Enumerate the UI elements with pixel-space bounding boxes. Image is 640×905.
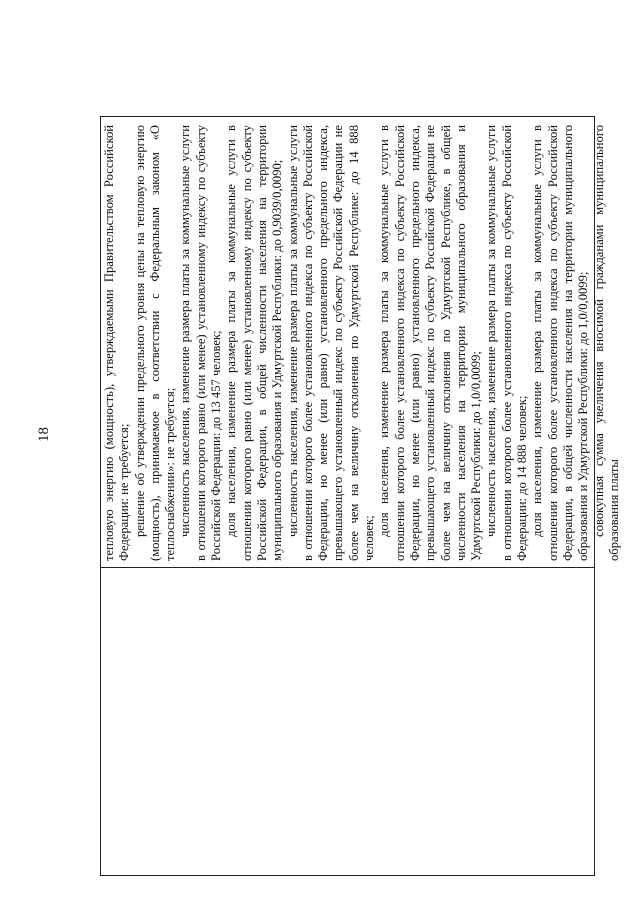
paragraph: доля населения, изменение размера платы за коммунальные услуги в отношении которого более установленного индекса по субъекту Российской Федерации, в общей численности населения на территории муниципального образования и Удмуртской Республики: до 1,0/0,0099; xyxy=(530,125,591,561)
paragraph: численность населения, изменение размера платы за коммунальные услуги в отношении которого более установленного индекса по субъекту Российской Федерации, но менее (или равно) установленного предельного индекса, превышающего установленный индекс по субъекту Российской Федерации не более чем на величину отклонения по Удмуртской Республике: до 14 888 человек; xyxy=(285,125,377,561)
paragraph: тепловую энергию (мощность), утверждаемыми Правительством Российской Федерации: не требуется; xyxy=(102,125,132,561)
document-table xyxy=(100,116,621,876)
paragraph: доля населения, изменение размера платы за коммунальные услуги в отношении которого более установленного индекса по субъекту Российской Федерации, но менее (или равно) установленного предельного индекса, превышающего установленный индекс по субъекту Российской Федерации не более чем на величину отклонения по Удмуртской Республике, в общей численности населения на территории муниципального образования и Удмуртской Республики: до 1,0/0,0099; xyxy=(377,125,484,561)
page-number: 18 xyxy=(36,427,52,442)
paragraph: решение об утверждении предельного уровня цены на тепловую энергию (мощность), принимаемое в соответствии с Федеральным законом «О теплоснабжении»: не требуется; xyxy=(132,125,178,561)
paragraph: доля населения, изменение размера платы за коммунальные услуги в отношении которого равно (или менее) установленному индексу по субъекту Российской Федерации, в общей численности населения на территории муниципального образования и Удмуртской Республики: до 0,9039/0,0090; xyxy=(224,125,285,561)
paragraph: численность населения, изменение размера платы за коммунальные услуги в отношении которого равно (или менее) установленному индексу по субъекту Российской Федерации: до 13 457 человек; xyxy=(178,125,224,561)
table-text-cell xyxy=(101,117,621,567)
paragraph: совокупная сумма увеличения вносимой гражданами муниципального образования платы xyxy=(591,125,621,561)
paragraph: численность населения, изменение размера платы за коммунальные услуги в отношении которого более установленного индекса по субъекту Российской Федерации: до 14 888 человек; xyxy=(484,125,530,561)
table-left-cell xyxy=(101,567,594,875)
